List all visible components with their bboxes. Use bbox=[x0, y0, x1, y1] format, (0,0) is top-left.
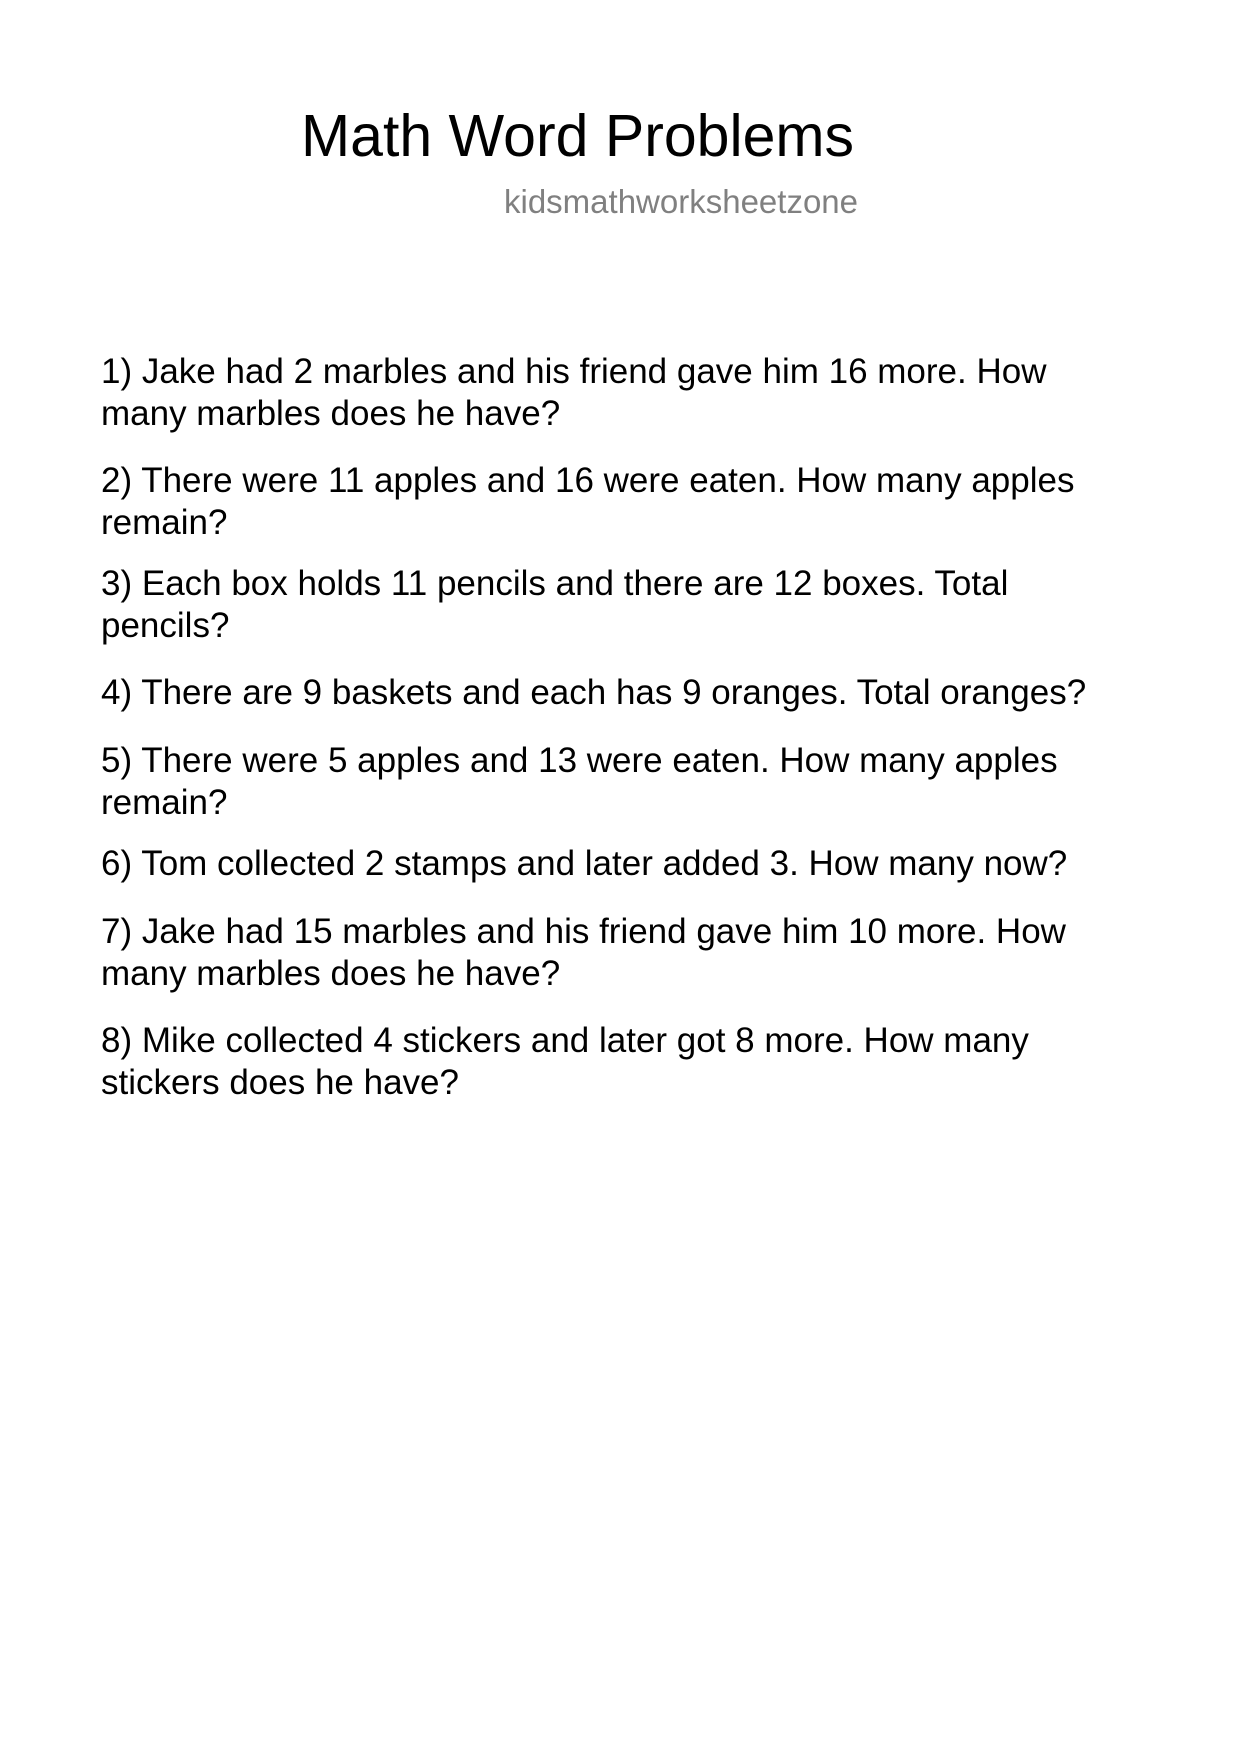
word-problem-7: 7) Jake had 15 marbles and his friend gave him 10 more. How many marbles does he have? bbox=[101, 912, 1066, 993]
worksheet-source: kidsmathworksheetzone bbox=[504, 183, 859, 220]
word-problem-8: 8) Mike collected 4 stickers and later got 8 more. How many stickers does he have? bbox=[101, 1021, 1029, 1102]
word-problem-3: 3) Each box holds 11 pencils and there are 12 boxes. Total pencils? bbox=[101, 564, 1009, 645]
word-problem-1: 1) Jake had 2 marbles and his friend gave him 16 more. How many marbles does he have? bbox=[101, 352, 1047, 433]
word-problem-6: 6) Tom collected 2 stamps and later added 3. How many now? bbox=[101, 844, 1068, 883]
word-problem-5: 5) There were 5 apples and 13 were eaten. How many apples remain? bbox=[101, 741, 1058, 822]
word-problem-4: 4) There are 9 baskets and each has 9 oranges. Total oranges? bbox=[101, 673, 1087, 712]
worksheet-title: Math Word Problems bbox=[301, 103, 855, 169]
word-problem-2: 2) There were 11 apples and 16 were eaten. How many apples remain? bbox=[101, 461, 1075, 542]
